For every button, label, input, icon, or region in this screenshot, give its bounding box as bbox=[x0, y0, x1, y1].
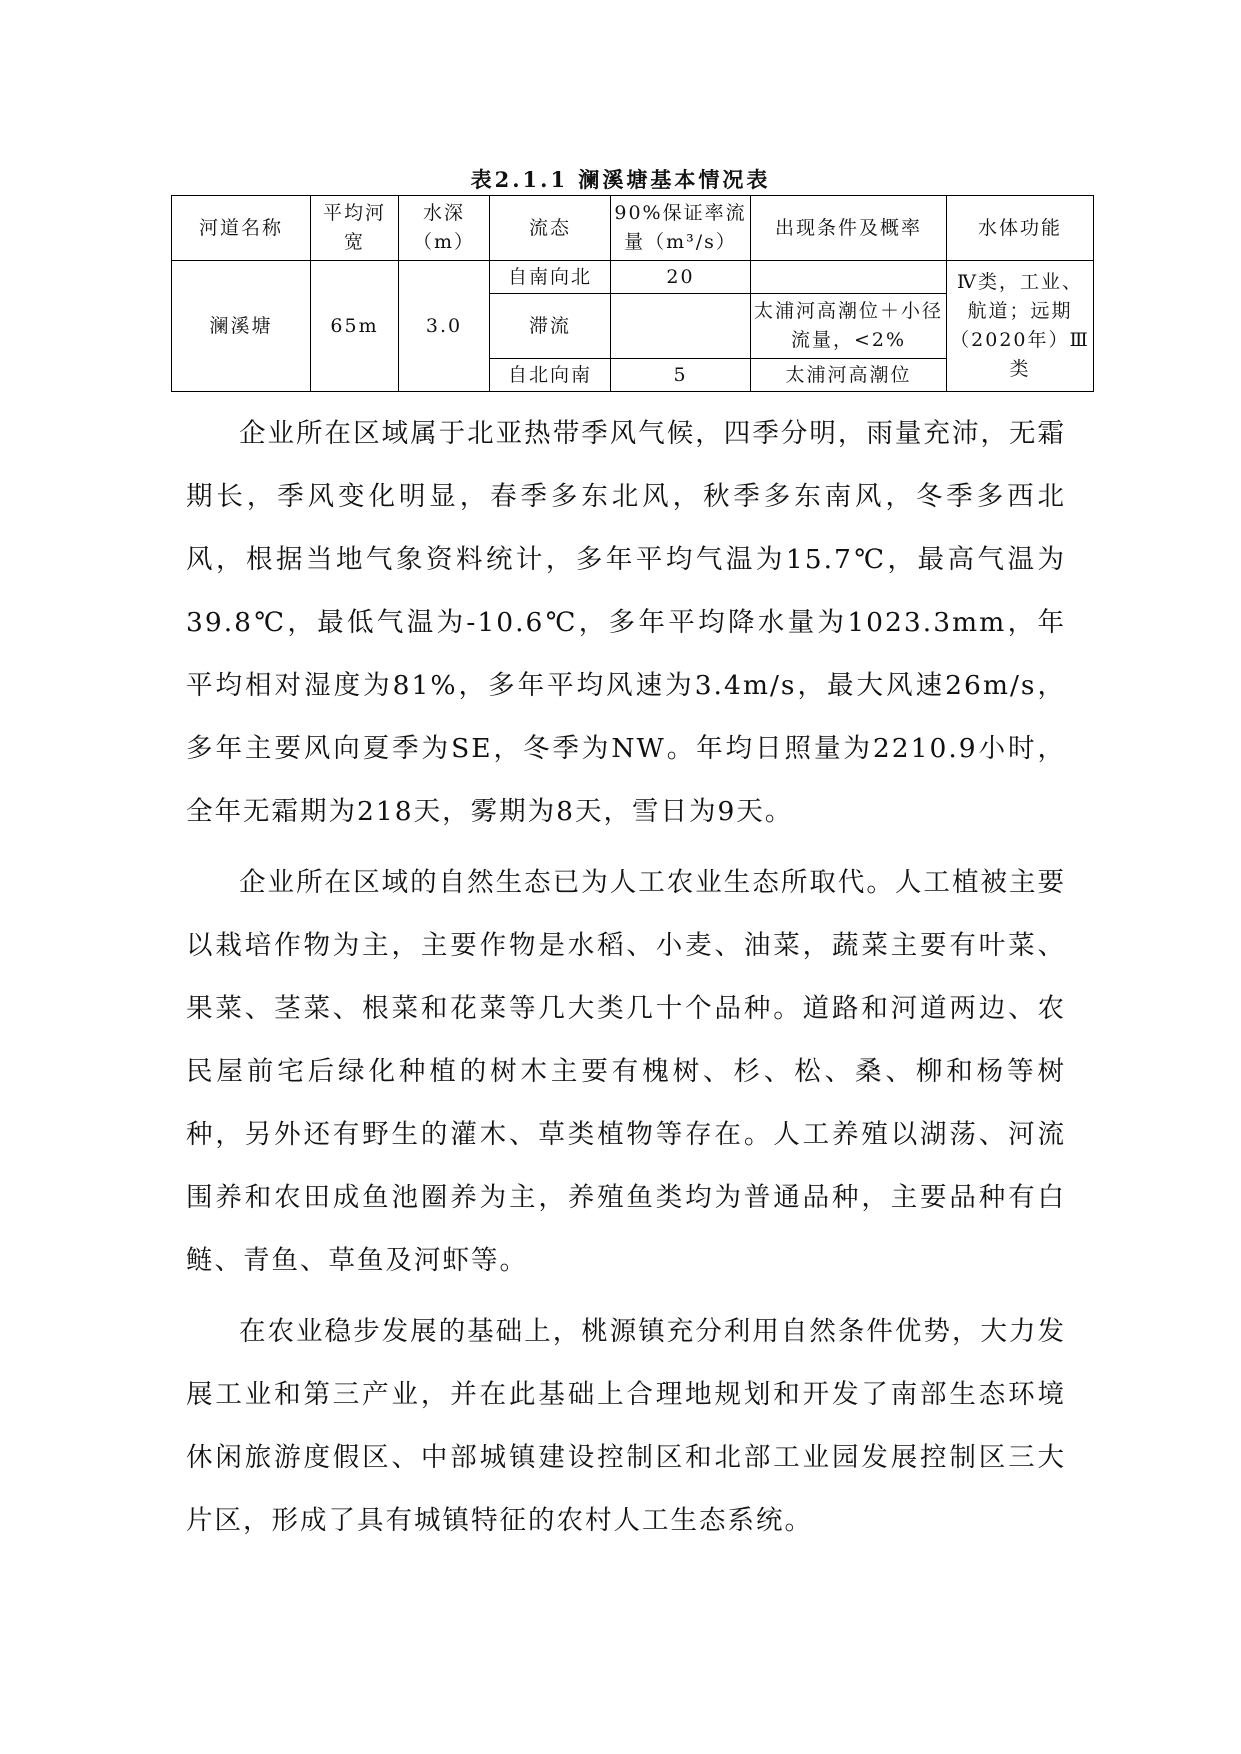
header-cell: 河道名称 bbox=[172, 196, 311, 261]
header-cell: 水体功能 bbox=[947, 196, 1094, 261]
flow-rate-cell: 20 bbox=[611, 261, 751, 294]
condition-cell bbox=[751, 261, 947, 294]
table-row bbox=[172, 261, 1094, 294]
body-text bbox=[186, 402, 1066, 1560]
river-info-table bbox=[171, 195, 1094, 392]
flow-state-cell: 自北向南 bbox=[490, 359, 611, 392]
header-cell: 平均河宽 bbox=[311, 196, 399, 261]
condition-cell: 太浦河高潮位＋小径流量，<2% bbox=[751, 294, 947, 359]
river-name-cell: 澜溪塘 bbox=[172, 261, 311, 392]
flow-state-cell: 自南向北 bbox=[490, 261, 611, 294]
flow-rate-cell: 5 bbox=[611, 359, 751, 392]
function-cell: Ⅳ类，工业、航道；远期（2020年）Ⅲ类 bbox=[947, 261, 1094, 392]
table-header-row bbox=[172, 196, 1094, 261]
development-paragraph: 在农业稳步发展的基础上，桃源镇充分利用自然条件优势，大力发展工业和第三产业，并在此基础上合理地规划和开发了南部生态环境休闲旅游度假区、中部城镇建设控制区和北部工业园发展控制区三大片区，形成了具有城镇特征的农村人工生态系统。 bbox=[186, 1316, 1066, 1536]
climate-paragraph: 企业所在区域属于北亚热带季风气候，四季分明，雨量充沛，无霜期长，季风变化明显，春季多东北风，秋季多东南风，冬季多西北风，根据当地气象资料统计，多年平均气温为15.7℃，最高气温为39.8℃，最低气温为-10.6℃，多年平均降水量为1023.3mm，年平均相对湿度为81%，多年平均风速为3.4m/s，最大风速26m/s，多年主要风向夏季为SE，冬季为NW。年均日照量为2210.9小时，全年无霜期为218天，雾期为8天，雪日为9天。 bbox=[186, 418, 1066, 827]
flow-state-cell: 滞流 bbox=[490, 294, 611, 359]
header-cell: 流态 bbox=[490, 196, 611, 261]
header-cell: 水深（m） bbox=[399, 196, 490, 261]
width-cell: 65m bbox=[311, 261, 399, 392]
table-caption: 表2.1.1 澜溪塘基本情况表 bbox=[470, 167, 771, 192]
header-cell: 出现条件及概率 bbox=[751, 196, 947, 261]
flow-rate-cell bbox=[611, 294, 751, 359]
condition-cell: 太浦河高潮位 bbox=[751, 359, 947, 392]
depth-cell: 3.0 bbox=[399, 261, 490, 392]
ecology-paragraph: 企业所在区域的自然生态已为人工农业生态所取代。人工植被主要以栽培作物为主，主要作物是水稻、小麦、油菜，蔬菜主要有叶菜、果菜、茎菜、根菜和花菜等几大类几十个品种。道路和河道两边、农民屋前宅后绿化种植的树木主要有槐树、杉、松、桑、柳和杨等树种，另外还有野生的灌木、草类植物等存在。人工养殖以湖荡、河流围养和农田成鱼池圈养为主，养殖鱼类均为普通品种，主要品种有白鲢、青鱼、草鱼及河虾等。 bbox=[186, 867, 1066, 1276]
header-cell: 90%保证率流量（m³/s） bbox=[611, 196, 751, 261]
